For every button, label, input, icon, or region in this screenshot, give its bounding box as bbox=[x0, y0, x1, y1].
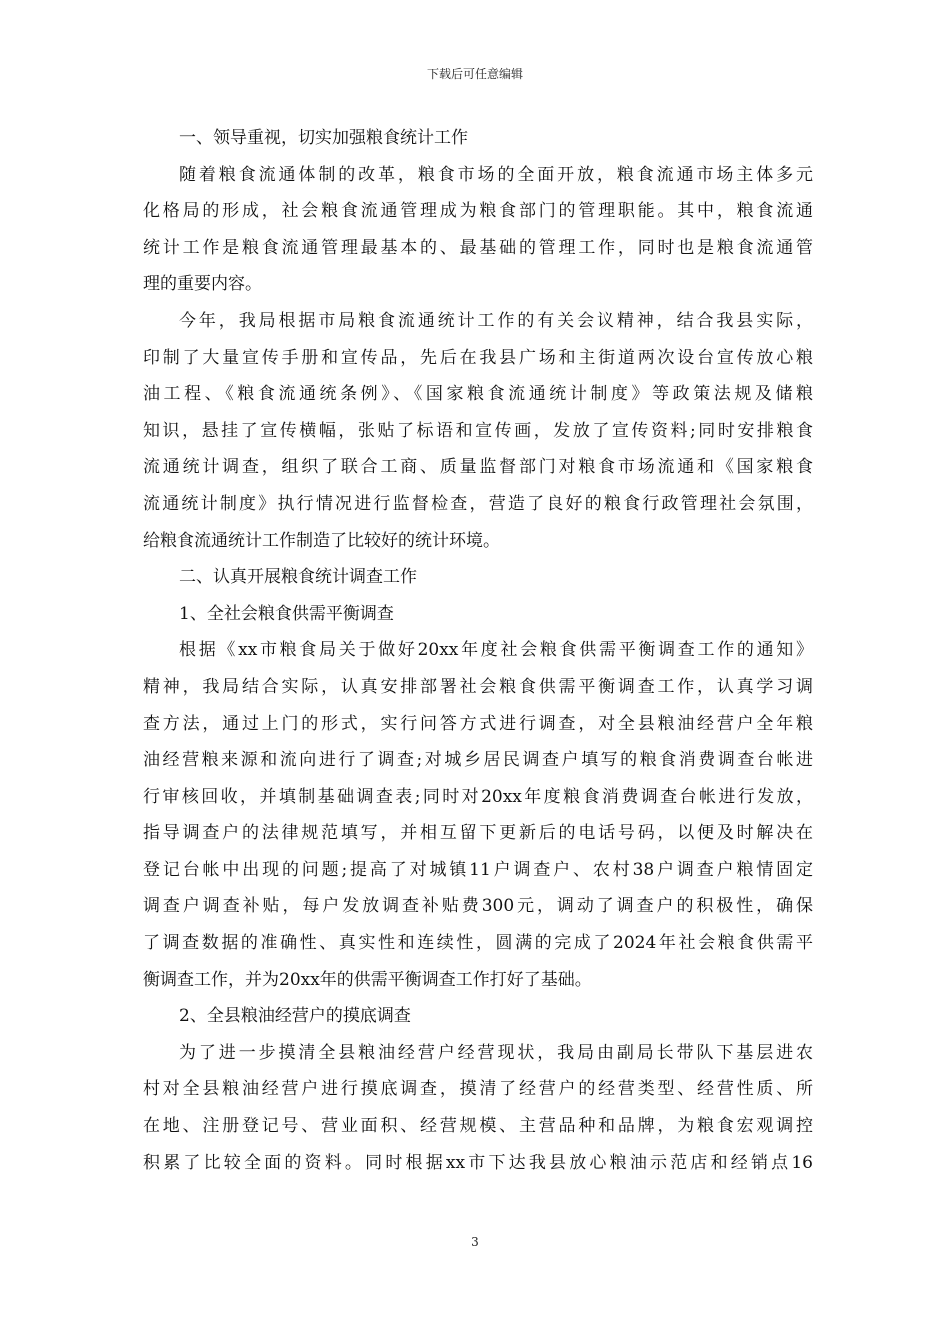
text-line: 随着粮食流通体制的改革，粮食市场的全面开放，粮食流通市场主体多元 bbox=[179, 164, 813, 185]
text-line: 为了进一步摸清全县粮油经营户经营现状，我局由副局长带队下基层进农 bbox=[179, 1042, 813, 1063]
text-line: 了调查数据的准确性、真实性和连续性，圆满的完成了2024年社会粮食供需平 bbox=[143, 933, 813, 954]
text-line: 二、认真开展粮食统计调查工作 bbox=[179, 567, 417, 588]
text-line: 油经营粮来源和流向进行了调查;对城乡居民调查户填写的粮食消费调查台帐进 bbox=[143, 750, 813, 771]
text-line: 查方法，通过上门的形式，实行问答方式进行调查，对全县粮油经营户全年粮 bbox=[143, 713, 813, 734]
text-line: 调查户调查补贴，每户发放调查补贴费300元，调动了调查户的积极性，确保 bbox=[143, 896, 813, 917]
text-line: 行审核回收，并填制基础调查表;同时对20xx年度粮食消费调查台帐进行发放， bbox=[143, 786, 813, 807]
text-line: 流通统计调查，组织了联合工商、质量监督部门对粮食市场流通和《国家粮食 bbox=[143, 457, 813, 478]
text-line: 流通统计制度》执行情况进行监督检查，营造了良好的粮食行政管理社会氛围， bbox=[143, 493, 813, 514]
text-line: 村对全县粮油经营户进行摸底调查，摸清了经营户的经营类型、经营性质、所 bbox=[143, 1079, 813, 1100]
text-line: 根据《xx市粮食局关于做好20xx年度社会粮食供需平衡调查工作的通知》 bbox=[179, 640, 813, 661]
text-line: 1、全社会粮食供需平衡调查 bbox=[179, 603, 394, 624]
text-line: 积累了比较全面的资料。同时根据xx市下达我县放心粮油示范店和经销点16 bbox=[143, 1152, 813, 1173]
text-line: 在地、注册登记号、营业面积、经营规模、主营品种和品牌，为粮食宏观调控 bbox=[143, 1116, 813, 1137]
text-line: 知识，悬挂了宣传横幅，张贴了标语和宣传画，发放了宣传资料;同时安排粮食 bbox=[143, 420, 813, 441]
text-line: 今年，我局根据市局粮食流通统计工作的有关会议精神，结合我县实际， bbox=[179, 310, 813, 331]
page-number: 3 bbox=[471, 1235, 479, 1249]
text-line: 统计工作是粮食流通管理最基本的、最基础的管理工作，同时也是粮食流通管 bbox=[143, 237, 813, 258]
text-line: 油工程、《粮食流通统条例》、《国家粮食流通统计制度》等政策法规及储粮 bbox=[143, 384, 813, 405]
page-header: 下载后可任意编辑 bbox=[426, 67, 523, 81]
text-line: 给粮食流通统计工作制造了比较好的统计环境。 bbox=[143, 530, 500, 551]
text-line: 一、领导重视，切实加强粮食统计工作 bbox=[179, 128, 468, 148]
document-body bbox=[143, 120, 813, 1181]
text-line: 精神，我局结合实际，认真安排部署社会粮食供需平衡调查工作，认真学习调 bbox=[143, 676, 813, 697]
text-line: 印制了大量宣传手册和宣传品，先后在我县广场和主街道两次设台宣传放心粮 bbox=[143, 347, 813, 368]
text-line: 2、全县粮油经营户的摸底调查 bbox=[179, 1006, 411, 1027]
text-line: 登记台帐中出现的问题;提高了对城镇11户调查户、农村38户调查户粮情固定 bbox=[143, 859, 813, 880]
text-line: 理的重要内容。 bbox=[143, 274, 262, 295]
text-line: 化格局的形成，社会粮食流通管理成为粮食部门的管理职能。其中，粮食流通 bbox=[143, 201, 813, 222]
text-line: 指导调查户的法律规范填写，并相互留下更新后的电话号码，以便及时解决在 bbox=[143, 823, 813, 844]
text-line: 衡调查工作，并为20xx年的供需平衡调查工作打好了基础。 bbox=[143, 969, 592, 990]
